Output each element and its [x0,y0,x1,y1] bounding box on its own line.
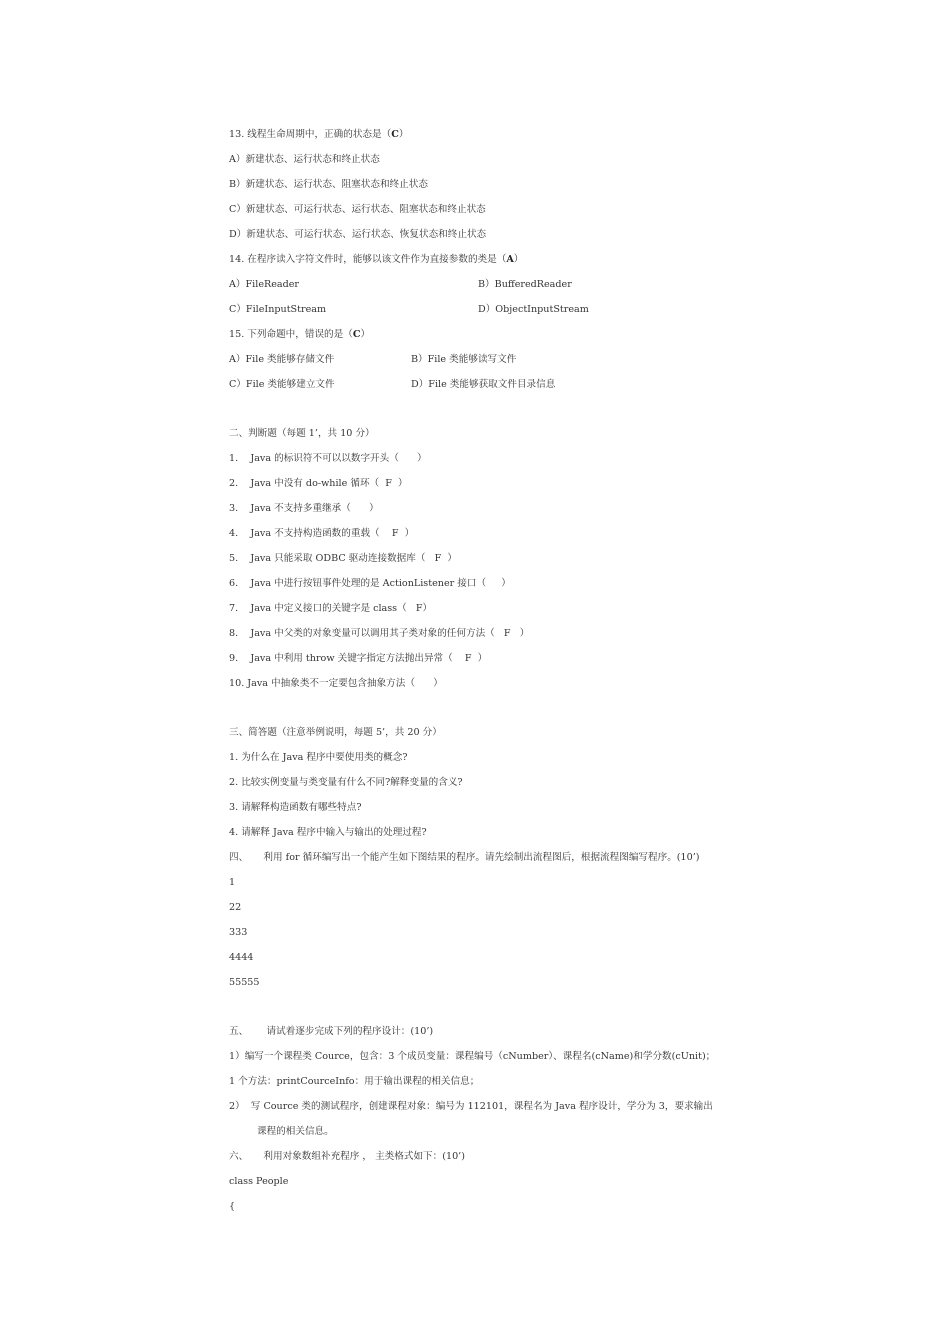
q14-option-b: B）BufferedReader [478,279,572,290]
section5-title: 五、 请试着逐步完成下列的程序设计：(10’) [229,1026,434,1037]
output-line-1: 1 [229,877,236,888]
judge-item-8: 8. Java 中父类的对象变量可以调用其子类对象的任何方法（ F ） [229,628,530,639]
judge-item-10: 10. Java 中抽象类不一定要包含抽象方法（ ） [229,678,443,689]
section5-line-3: 2） 写 Cource 类的测试程序，创建课程对象：编号为 112101，课程名为 Java 程序设计，学分为 3，要求输出 [229,1101,713,1112]
q15-option-b: B）File 类能够读写文件 [411,354,517,365]
judge-item-1: 1. Java 的标识符不可以以数字开头（ ） [229,453,427,464]
section5-line-4: 课程的相关信息。 [257,1126,334,1137]
q13-option-a: A）新建状态、运行状态和终止状态 [229,154,380,165]
judge-item-3: 3. Java 不支持多重继承（ ） [229,503,379,514]
output-line-4: 4444 [229,952,254,963]
judge-item-5: 5. Java 只能采取 ODBC 驱动连接数据库（ F ） [229,553,457,564]
q15-answer: C [352,329,361,340]
output-line-3: 333 [229,927,248,938]
q13-option-c: C）新建状态、可运行状态、运行状态、阻塞状态和终止状态 [229,204,486,215]
section3-title: 三、简答题（注意举例说明，每题 5’，共 20 分） [229,727,442,738]
q14-answer: A [506,254,514,265]
section5-line-1: 1）编写一个课程类 Cource，包含：3 个成员变量：课程编号（cNumber）、课程名(cName)和学分数(cUnit)； [229,1051,716,1062]
short-answer-item-3: 3. 请解释构造函数有哪些特点? [229,802,362,813]
q15-option-a: A）File 类能够存储文件 [229,354,335,365]
section6-title: 六、 利用对象数组补充程序 ， 主类格式如下：(10’) [229,1151,465,1162]
q13-option-b: B）新建状态、运行状态、阻塞状态和终止状态 [229,179,428,190]
section2-title: 二、判断题（每题 1’，共 10 分） [229,428,375,439]
q13-stem: 13. 线程生命周期中，正确的状态是（C） [229,129,409,140]
q14-option-a: A）FileReader [229,279,300,290]
judge-item-2: 2. Java 中没有 do-while 循环（ F ） [229,478,408,489]
judge-item-4: 4. Java 不支持构造函数的重载（ F ） [229,528,415,539]
output-line-5: 55555 [229,977,260,988]
q14-option-d: D）ObjectInputStream [478,304,589,315]
q15-option-c: C）File 类能够建立文件 [229,379,335,390]
judge-item-6: 6. Java 中进行按钮事件处理的是 ActionListener 接口（ ） [229,578,511,589]
q15-stem: 15. 下列命题中，错误的是（C） [229,329,371,340]
q13-answer: C [391,129,399,140]
judge-item-7: 7. Java 中定义接口的关键字是 class（ F） [229,603,433,614]
q13-option-d: D）新建状态、可运行状态、运行状态、恢复状态和终止状态 [229,229,487,240]
q14-option-c: C）FileInputStream [229,304,327,315]
short-answer-item-2: 2. 比较实例变量与类变量有什么不同?解释变量的含义? [229,777,463,788]
q14-stem: 14. 在程序读入字符文件时，能够以该文件作为直接参数的类是（A） [229,254,524,265]
short-answer-item-4: 4. 请解释 Java 程序中输入与输出的处理过程? [229,827,427,838]
code-line-class: class People [229,1176,289,1187]
section5-line-2: 1 个方法：printCourceInfo：用于输出课程的相关信息； [229,1076,480,1087]
section4-title: 四、 利用 for 循环编写出一个能产生如下图结果的程序。请先绘制出流程图后，根据流程图编写程序。(10’) [229,852,700,863]
code-line-brace: { [229,1201,236,1212]
output-line-2: 22 [229,902,242,913]
short-answer-item-1: 1. 为什么在 Java 程序中要使用类的概念? [229,752,408,763]
judge-item-9: 9. Java 中利用 throw 关键字指定方法抛出异常（ F ） [229,653,488,664]
q15-option-d: D）File 类能够获取文件目录信息 [411,379,556,390]
